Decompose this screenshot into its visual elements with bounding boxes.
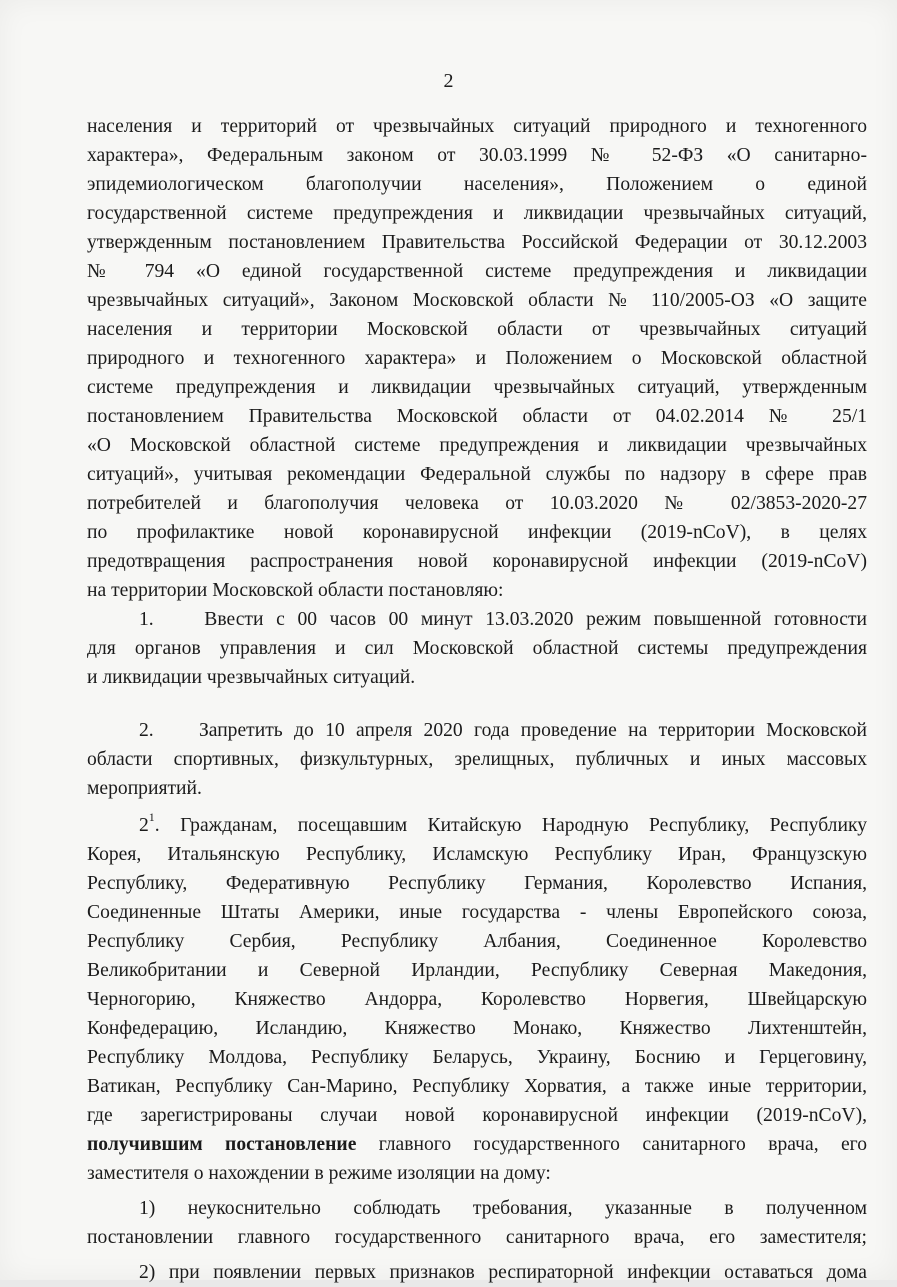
text-line: эпидемиологическом благополучии населения», Положением о единой (87, 174, 867, 195)
text-line: Республику Молдова, Республику Беларусь, Украину, Боснию и Герцеговину, (87, 1047, 867, 1068)
text-line: «О Московской областной системе предупреждения и ликвидации чрезвычайных (87, 435, 867, 456)
text-line: заместителя о нахождении в режиме изоляции на дому: (87, 1163, 551, 1184)
text-line: Ватикан, Республику Сан-Марино, Республику Хорватия, а также иные территории, (87, 1076, 867, 1097)
text-line (87, 811, 867, 840)
text-line: Соединенные Штаты Америки, иные государства - члены Европейского союза, (87, 902, 867, 923)
text-line: по профилактике новой коронавирусной инфекции (2019-nCoV), в целях (87, 522, 867, 543)
text-line: 1) неукоснительно соблюдать требования, указанные в полученном (139, 1198, 867, 1219)
item-2-paragraph (87, 716, 867, 803)
text-line: на территории Московской области постановляю: (87, 580, 504, 601)
text-line: № 794 «О единой государственной системе предупреждения и ликвидации (87, 261, 867, 282)
text-line: 1. Ввести с 00 часов 00 минут 13.03.2020 режим повышенной готовности (139, 609, 867, 630)
text-line: природного и техногенного характера» и Положением о Московской областной (87, 348, 867, 369)
document-body (87, 112, 867, 1287)
text-line: утвержденным постановлением Правительства Российской Федерации от 30.12.2003 (87, 232, 867, 253)
page-number: 2 (443, 70, 454, 92)
item-superscript: 1 (148, 811, 155, 825)
item-text: . Гражданам, посещавшим Китайскую Народную Республику, Республику (154, 815, 867, 836)
item-1-paragraph (87, 605, 867, 692)
text-line: 2) при появлении первых признаков респираторной инфекции оставаться дома (139, 1262, 867, 1283)
item-text: главного государственного санитарного врача, его (356, 1134, 867, 1155)
bold-phrase: получившим постановление (87, 1134, 357, 1155)
text-line: Республику, Федеративную Республику Германия, Королевство Испания, (87, 873, 867, 894)
text-line: ситуаций», учитывая рекомендации Федеральной службы по надзору в сфере прав (87, 464, 867, 485)
text-line: характера», Федеральным законом от 30.03.1999 № 52-ФЗ «О санитарно- (87, 145, 867, 166)
text-line: населения и территории Московской области от чрезвычайных ситуаций (87, 319, 867, 340)
text-line: 2. Запретить до 10 апреля 2020 года проведение на территории Московской (139, 720, 867, 741)
item-number: 2 (139, 815, 149, 836)
text-line: Великобритании и Северной Ирландии, Республику Северная Македония, (87, 960, 867, 981)
text-line: Черногорию, Княжество Андорра, Королевство Норвегия, Швейцарскую (87, 989, 867, 1010)
text-line: государственной системе предупреждения и ликвидации чрезвычайных ситуаций, (87, 203, 867, 224)
text-line: населения и территорий от чрезвычайных ситуаций природного и техногенного (87, 116, 867, 137)
text-line: потребителей и благополучия человека от 10.03.2020 № 02/3853-2020-27 (87, 493, 867, 514)
text-line: постановлении главного государственного санитарного врача, его заместителя; (87, 1227, 867, 1248)
text-line: где зарегистрированы случаи новой коронавирусной инфекции (2019-nCoV), (87, 1105, 867, 1126)
text-line: системе предупреждения и ликвидации чрезвычайных ситуаций, утвержденным (87, 377, 867, 398)
text-line: Корея, Итальянскую Республику, Исламскую Республику Иран, Французскую (87, 844, 867, 865)
text-line: и ликвидации чрезвычайных ситуаций. (87, 667, 416, 688)
text-line: Республику Сербия, Республику Албания, Соединенное Королевство (87, 931, 867, 952)
item-2-1-paragraph (87, 811, 867, 1188)
text-line: мероприятий. (87, 778, 202, 799)
text-line: предотвращения распространения новой коронавирусной инфекции (2019-nCoV) (87, 551, 867, 572)
subitem-1-paragraph (87, 1194, 867, 1252)
text-line (87, 1130, 867, 1159)
text-line: постановлением Правительства Московской области от 04.02.2014 № 25/1 (87, 406, 867, 427)
intro-paragraph (87, 112, 867, 605)
text-line: чрезвычайных ситуаций», Законом Московской области № 110/2005-ОЗ «О защите (87, 290, 867, 311)
text-line: для органов управления и сил Московской областной системы предупреждения (87, 638, 867, 659)
subitem-2-paragraph (87, 1258, 867, 1287)
text-line: Конфедерацию, Исландию, Княжество Монако, Княжество Лихтенштейн, (87, 1018, 867, 1039)
text-line: области спортивных, физкультурных, зрелищных, публичных и иных массовых (87, 749, 867, 770)
